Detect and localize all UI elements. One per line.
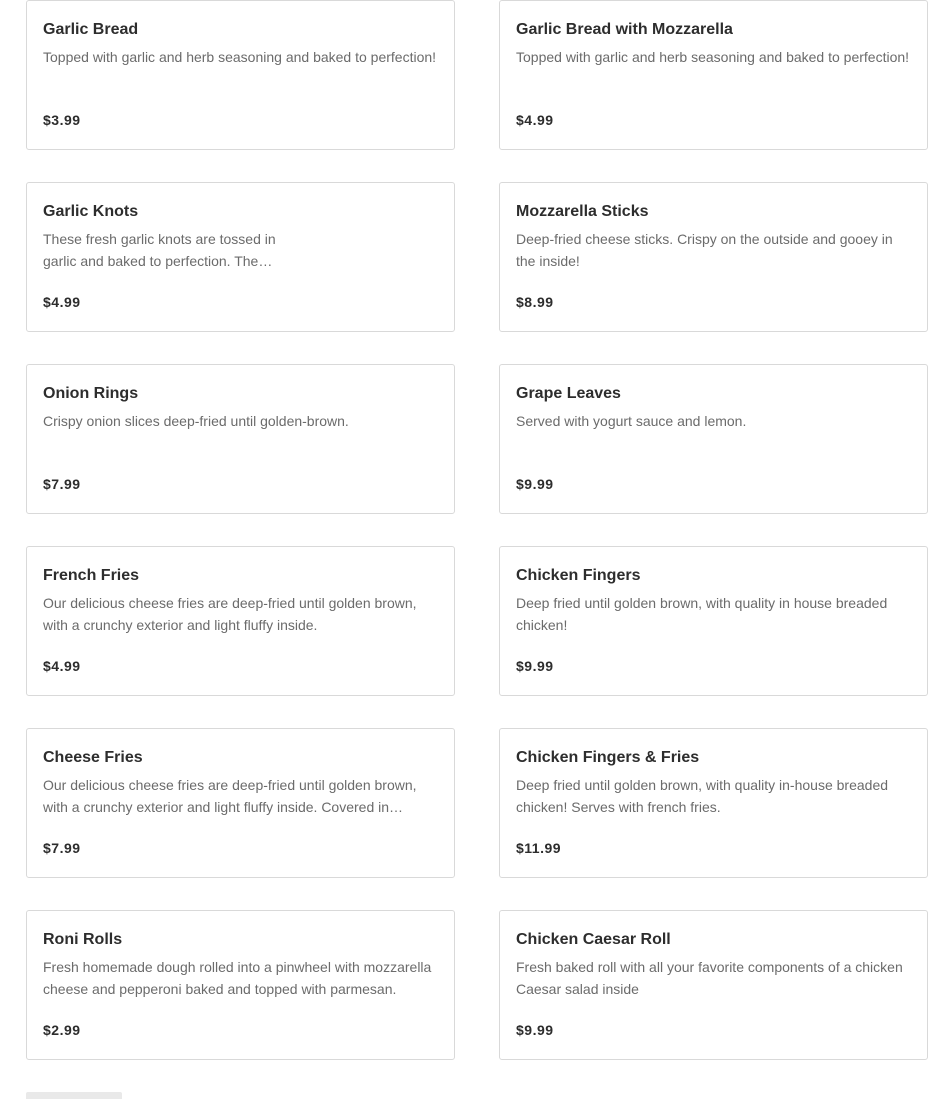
menu-item-description: Our delicious cheese fries are deep-fried until golden brown, with a crunchy exterior and light fluffy inside. Covered in… xyxy=(43,777,417,815)
menu-items-grid xyxy=(26,0,928,1060)
menu-item-description: Crispy onion slices deep-fried until golden-brown. xyxy=(43,413,349,429)
menu-item-description: Deep-fried cheese sticks. Crispy on the outside and gooey in the inside! xyxy=(516,231,893,269)
menu-item-card[interactable] xyxy=(499,182,928,332)
menu-item-name: Onion Rings xyxy=(43,385,139,402)
menu-item-card[interactable] xyxy=(26,364,455,514)
menu-item-name: Chicken Fingers & Fries xyxy=(516,749,700,766)
menu-item-name: Cheese Fries xyxy=(43,749,143,766)
menu-item-card[interactable] xyxy=(499,910,928,1060)
menu-item-card[interactable] xyxy=(26,182,455,332)
menu-item-description: Topped with garlic and herb seasoning and baked to perfection! xyxy=(516,49,910,65)
menu-item-description: Fresh homemade dough rolled into a pinwheel with mozzarella cheese and pepperoni baked and topped with parmesan. xyxy=(43,959,432,997)
menu-item-card[interactable] xyxy=(499,546,928,696)
menu-item-price: $9.99 xyxy=(516,476,554,492)
menu-item-card[interactable] xyxy=(499,728,928,878)
menu-item-price: $2.99 xyxy=(43,1022,81,1038)
menu-item-price: $9.99 xyxy=(516,658,554,674)
menu-item-card[interactable] xyxy=(26,0,455,150)
menu-item-price: $8.99 xyxy=(516,294,554,310)
menu-item-card[interactable] xyxy=(26,546,455,696)
menu-item-name: Mozzarella Sticks xyxy=(516,203,649,220)
menu-item-price: $4.99 xyxy=(43,294,81,310)
menu-item-price: $7.99 xyxy=(43,476,81,492)
menu-item-name: Garlic Bread xyxy=(43,21,139,38)
menu-item-name: Garlic Knots xyxy=(43,203,139,220)
menu-item-name: Chicken Fingers xyxy=(516,567,641,584)
menu-item-description: Deep fried until golden brown, with quality in-house breaded chicken! Serves with french fries. xyxy=(516,777,889,815)
menu-item-name: French Fries xyxy=(43,567,140,584)
menu-item-price: $7.99 xyxy=(43,840,81,856)
next-section-heading-placeholder xyxy=(26,1092,122,1099)
menu-item-price: $3.99 xyxy=(43,112,81,128)
menu-item-name: Chicken Caesar Roll xyxy=(516,931,671,948)
menu-item-price: $9.99 xyxy=(516,1022,554,1038)
menu-item-name: Roni Rolls xyxy=(43,931,123,948)
menu-item-description: These fresh garlic knots are tossed in garlic and baked to perfection. The… xyxy=(43,231,276,269)
menu-item-description: Fresh baked roll with all your favorite components of a chicken Caesar salad inside xyxy=(516,959,903,997)
menu-item-card[interactable] xyxy=(26,728,455,878)
menu-item-name: Garlic Bread with Mozzarella xyxy=(516,21,733,38)
menu-item-price: $4.99 xyxy=(43,658,81,674)
menu-item-description: Topped with garlic and herb seasoning and baked to perfection! xyxy=(43,49,437,65)
menu-item-name: Grape Leaves xyxy=(516,385,621,402)
menu-item-description: Served with yogurt sauce and lemon. xyxy=(516,413,747,429)
menu-item-card[interactable] xyxy=(499,0,928,150)
menu-item-card[interactable] xyxy=(499,364,928,514)
menu-item-price: $11.99 xyxy=(516,840,562,856)
menu-item-description: Deep fried until golden brown, with quality in house breaded chicken! xyxy=(516,595,888,633)
menu-item-description: Our delicious cheese fries are deep-fried until golden brown, with a crunchy exterior and light fluffy inside. xyxy=(43,595,417,633)
next-section-heading-cutoff xyxy=(26,1092,126,1099)
menu-item-card[interactable] xyxy=(26,910,455,1060)
menu-item-price: $4.99 xyxy=(516,112,554,128)
